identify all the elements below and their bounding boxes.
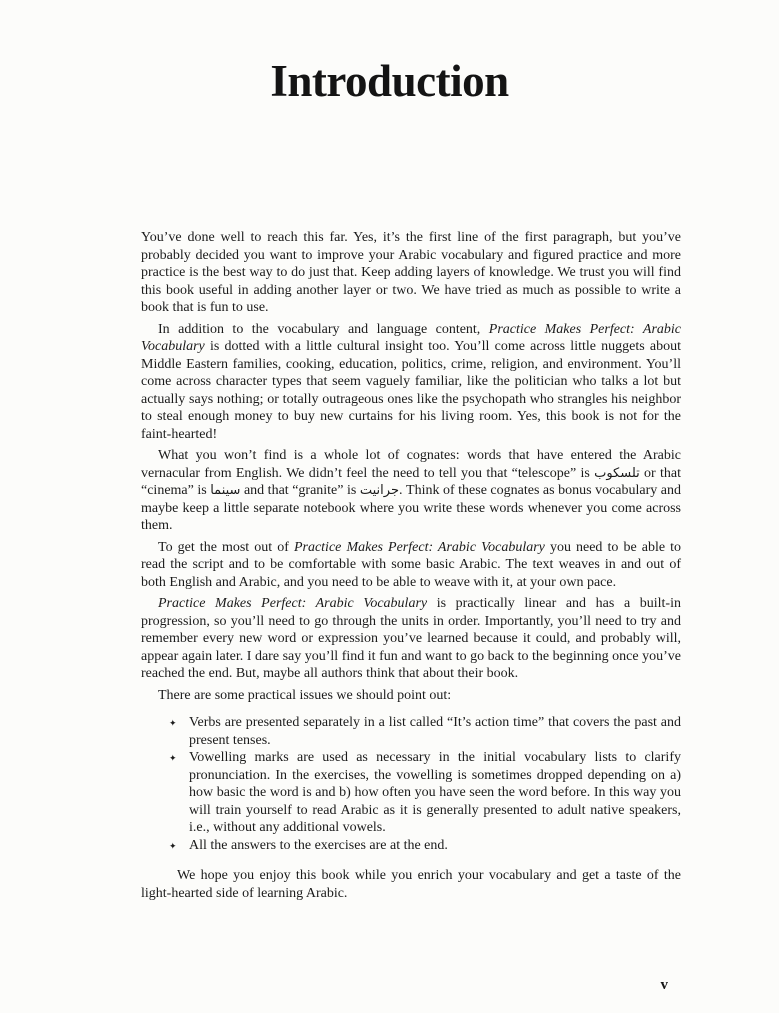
- text-run: All the answers to the exercises are at the end.: [189, 837, 448, 853]
- book-title-italic: Practice Makes Perfect: Arabic Vocabulary: [293, 539, 545, 555]
- body-text: [141, 229, 681, 902]
- text-run: is practically linear and has a built-in progression, so you’ll need to go through the units in order. Importantly, you’ll need to try and remember every new word or expression you’ve learned because it could, and probably will, appear again later. I dare say you’ll find it fun and want to go back to the beginning once you’ve reached the end. But, maybe all authors think that about their book.: [141, 596, 681, 681]
- paragraph-5: [141, 595, 681, 683]
- text-run: is dotted with a little cultural insight too. You’ll come across little nuggets about Middle Eastern families, cooking, education, politics, crime, religion, and environment. You’ll come across character types that seem vaguely familiar, like the politician who talks a lot but actually says nothing; or totally outrageous ones like the psychopath who strangles his neighbor to steal enough money to buy new curtains for his living room. Yes, this book is not for the faint-hearted!: [141, 339, 681, 442]
- text-run: You’ve done well to reach this far. Yes, it’s the first line of the first paragraph, but you’ve probably decided you want to improve your Arabic vocabulary and figured practice and more practice is the best way to do just that. Keep adding layers of knowledge. We trust you will find this book useful in adding another layer or two. We have tried as much as possible to write a book that is fun to use.: [141, 230, 681, 315]
- arabic-word: جرانيت: [359, 483, 399, 498]
- paragraph-6: [141, 687, 681, 705]
- list-item-3: [169, 837, 681, 855]
- four-pointed-star-bullet-icon: ✦: [169, 841, 177, 852]
- text-run: To get the most out of: [158, 539, 294, 555]
- text-run: In addition to the vocabulary and language content,: [158, 321, 489, 337]
- paragraph-1: [141, 229, 681, 317]
- four-pointed-star-bullet-icon: ✦: [169, 719, 177, 729]
- text-run: There are some practical issues we should point out:: [158, 687, 452, 703]
- text-run: Verbs are presented separately in a list called “It’s action time” that covers the past and present tenses.: [189, 715, 681, 748]
- four-pointed-star-bullet-icon: ✦: [169, 754, 177, 764]
- paragraph-2: [141, 321, 681, 444]
- list-item-1: [169, 714, 681, 749]
- page-number: v: [660, 977, 668, 993]
- text-run: you need to be able to read the script and to be comfortable with some basic Arabic. The text weaves in and out of both English and Arabic, and you need to be able to weave with it, at your own pace.: [141, 539, 681, 590]
- paragraph-3: [141, 447, 681, 535]
- paragraph-4: [141, 539, 681, 592]
- book-title-italic: Practice Makes Perfect: Arabic Vocabulary: [158, 596, 428, 611]
- closing-paragraph: [141, 867, 681, 902]
- arabic-word: تلسكوب: [594, 465, 640, 481]
- arabic-word: سينما: [210, 483, 241, 498]
- book-title-italic: Practice Makes Perfect: Arabic Vocabulary: [141, 321, 681, 354]
- list-item-2: [169, 749, 681, 837]
- text-run: What you won’t find is a whole lot of cognates: words that have entered the Arabic vernacular from English. We didn’t feel the need to tell you that “telescope” is: [141, 448, 681, 481]
- practical-issues-list: [169, 714, 681, 854]
- text-run: and that “granite” is: [240, 483, 360, 498]
- page-title: Introduction: [270, 56, 509, 106]
- text-run: Vowelling marks are used as necessary in the initial vocabulary lists to clarify pronunciation. In the exercises, the vowelling is sometimes dropped depending on a) how basic the word is and b) how often you have seen the word before. In this way you will train yourself to read Arabic as it is generally presented to adult native speakers, i.e., without any additional vowels.: [189, 750, 681, 835]
- text-run: or that “cinema” is: [141, 465, 681, 498]
- text-run: . Think of these cognates as bonus vocabulary and maybe keep a little separate notebook where you write these words whenever you come across them.: [141, 483, 681, 533]
- text-run: We hope you enjoy this book while you enrich your vocabulary and get a taste of the light-hearted side of learning Arabic.: [141, 868, 681, 901]
